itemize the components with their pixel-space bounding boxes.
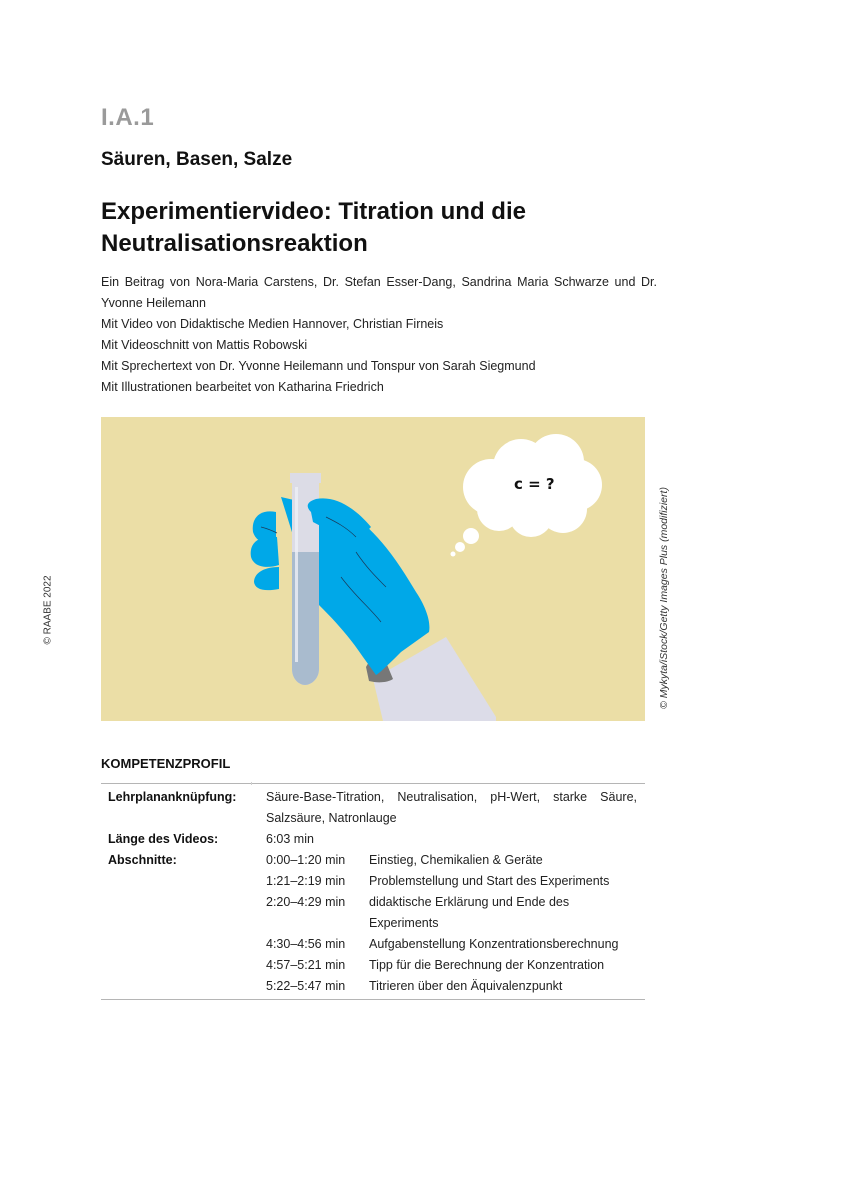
side-copyright: © RAABE 2022 xyxy=(42,575,54,645)
section-desc: Tipp für die Berechnung der Konzentration xyxy=(369,958,605,972)
section-time: 2:20–4:29 min xyxy=(266,895,346,909)
row-label: Länge des Videos: xyxy=(108,832,219,846)
row-value: Säure-Base-Titration, Neutralisation, pH-Wert, starke Säure, Salzsäure, Natronlauge xyxy=(266,790,637,825)
kompetenzprofil-heading: KOMPETENZPROFIL xyxy=(101,756,231,771)
section-time: 1:21–2:19 min xyxy=(266,874,346,888)
kompetenzprofil-table xyxy=(101,783,645,1000)
section-desc: Einstieg, Chemikalien & Geräte xyxy=(369,853,543,867)
credit-editing: Mit Videoschnitt von Mattis Robowski xyxy=(101,338,308,352)
section-item xyxy=(266,871,637,892)
credit-authors: Ein Beitrag von Nora-Maria Carstens, Dr. Stefan Esser-Dang, Sandrina Maria Schwarze und Dr. Yvonne Heilemann xyxy=(101,275,657,310)
section-item xyxy=(266,850,637,871)
section-desc: Titrieren über den Äquivalenzpunkt xyxy=(369,979,563,993)
section-item xyxy=(266,934,637,955)
titration-illustration xyxy=(101,417,645,721)
section-time: 4:30–4:56 min xyxy=(266,937,346,951)
section-desc: didaktische Erklärung und Ende des Experiments xyxy=(369,895,570,930)
image-credit: © Mykyta/iStock/Getty Images Plus (modifiziert) xyxy=(658,487,670,709)
section-desc: Aufgabenstellung Konzentrationsberechnung xyxy=(369,937,619,951)
section-time: 0:00–1:20 min xyxy=(266,853,346,867)
hand-holding-test-tube-icon xyxy=(101,417,645,721)
thought-text: c = ? xyxy=(514,475,555,493)
table-row-sections xyxy=(101,850,645,997)
row-label: Abschnitte: xyxy=(108,853,177,867)
section-item xyxy=(266,976,637,997)
column-divider xyxy=(251,782,252,785)
section-time: 4:57–5:21 min xyxy=(266,958,346,972)
credits xyxy=(101,272,657,398)
table-row xyxy=(101,787,645,829)
credit-video: Mit Video von Didaktische Medien Hannover, Christian Firneis xyxy=(101,317,444,331)
section-desc: Problemstellung und Start des Experiments xyxy=(369,874,610,888)
section-item xyxy=(266,955,637,976)
page-title: Experimentiervideo: Titration und die Neutralisationsreaktion xyxy=(101,198,526,257)
table-row xyxy=(101,829,645,850)
sections-list xyxy=(258,850,645,997)
section-item xyxy=(266,892,637,934)
credit-illustrations: Mit Illustrationen bearbeitet von Katharina Friedrich xyxy=(101,380,384,394)
row-value: 6:03 min xyxy=(266,832,314,846)
section-time: 5:22–5:47 min xyxy=(266,979,346,993)
topic-heading: Säuren, Basen, Salze xyxy=(101,149,293,170)
row-label: Lehrplananknüpfung: xyxy=(108,790,237,804)
unit-code: I.A.1 xyxy=(101,104,155,131)
credit-voice: Mit Sprechertext von Dr. Yvonne Heilemann und Tonspur von Sarah Siegmund xyxy=(101,359,536,373)
